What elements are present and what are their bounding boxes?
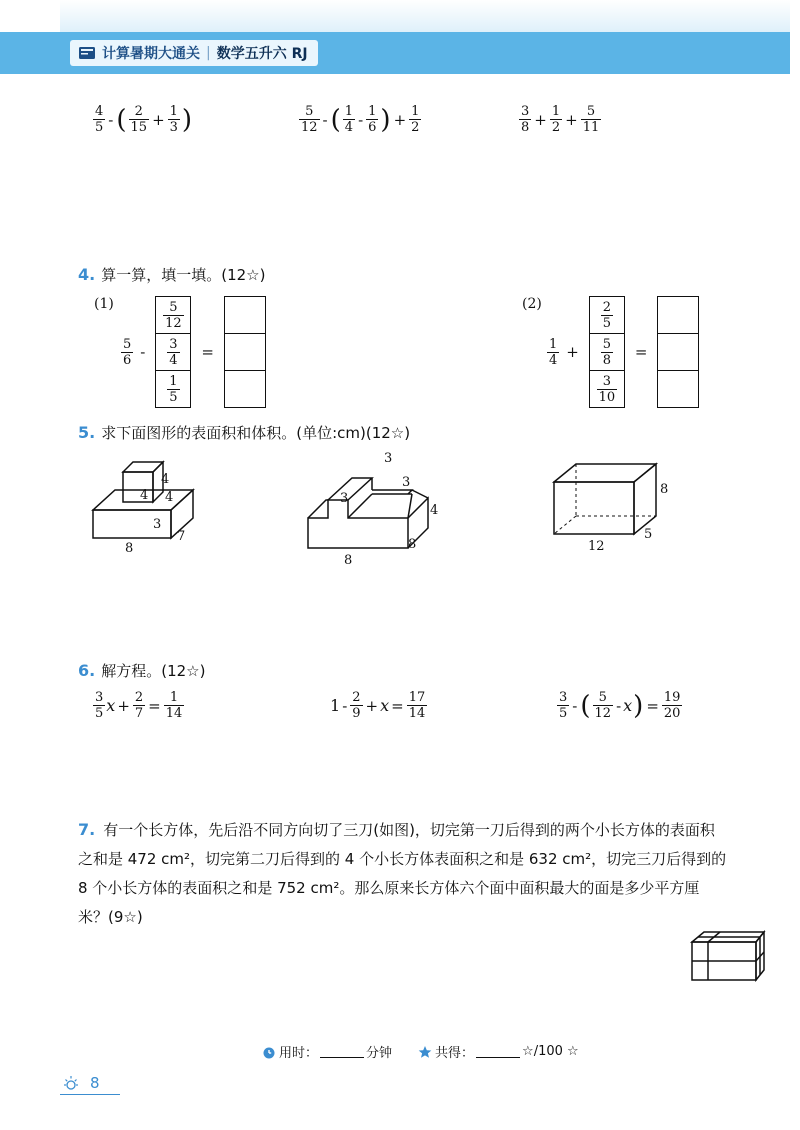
fraction: $\frac{2}{9}$ [352,690,361,721]
fraction: $\frac{3}{10}$ [598,373,616,405]
fraction: $\frac{3}{8}$ [521,104,530,135]
fraction: $\frac{5}{12}$ [301,104,318,135]
figure-cut-cuboid [688,928,772,984]
equation-3 [556,690,683,721]
label-height: 8 [660,482,669,497]
operator: + [565,110,578,129]
calc-expression-2 [298,104,422,135]
fraction: $\frac{2}{7}$ [134,690,144,721]
book-subtitle: 数学五升六 RJ [216,46,308,62]
operator: - [616,696,622,715]
score-label: 共得： [435,1046,475,1061]
q7-line-2: 之和是 472 cm²，切完第二刀后得到的 4 个小长方体表面积之和是 632 cm²，切完三刀后得到的 [78,850,727,868]
question-text: 求下面图形的表面积和体积。(单位:cm)(12☆) [101,424,411,442]
fraction: $\frac{1}{4}$ [344,104,354,135]
label-base-depth: 7 [177,529,186,544]
label-width: 8 [344,553,353,568]
operand-column [589,296,625,408]
label-top-height: 4 [161,472,170,487]
operator: + [534,110,547,129]
operator: - [140,343,146,361]
operator: + [566,343,579,361]
question-text: 解方程。(12☆) [101,662,206,680]
sun-icon [62,1074,84,1092]
figure-stacked-boxes [85,450,205,560]
part-1-label: (1) [94,296,114,312]
calc-expression-3 [518,104,602,135]
label-top: 3 [384,451,393,466]
operator: = [391,696,404,715]
fraction: $\frac{5}{12}$ [594,690,612,721]
fraction: $\frac{4}{5}$ [95,104,104,135]
operator: + [152,110,165,129]
fraction: $\frac{1}{3}$ [169,104,178,135]
fill-grid-2 [546,296,699,408]
score-unit: ☆/100 ☆ [522,1044,579,1059]
label-depth: 5 [644,527,653,542]
operator: - [572,696,578,715]
fraction: $\frac{5}{6}$ [123,336,132,368]
fraction: $\frac{3}{5}$ [95,690,104,721]
page-number [62,1074,100,1092]
part-2-label: (2) [522,296,542,312]
time-blank[interactable] [320,1045,364,1058]
paren: ) [633,690,644,721]
figure-step-solid [300,448,450,570]
label-top-depth: 4 [165,490,174,505]
fraction: $\frac{2}{15}$ [130,104,148,135]
footer-stats [262,1042,579,1061]
label-height: 4 [430,503,439,518]
question-text: 算一算，填一填。(12☆) [101,266,266,284]
book-icon [78,46,96,60]
label-base-height: 3 [153,517,162,532]
time-unit: 分钟 [366,1046,393,1061]
fraction: $\frac{3}{4}$ [169,336,178,368]
question-number: 7. [78,820,96,839]
fraction: $\frac{1}{4}$ [549,336,558,368]
answer-cell[interactable] [658,297,698,334]
answer-cell[interactable] [658,334,698,371]
top-edges [328,478,372,500]
equation-1 [92,690,185,721]
operator: - [108,110,114,129]
fraction: $\frac{5}{11}$ [582,104,600,135]
operator: - [322,110,328,129]
answer-cell[interactable] [658,371,698,407]
clock-icon [262,1045,276,1059]
question-number: 6. [78,661,96,680]
page-number-underline [60,1094,120,1095]
question-text: 有一个长方体，先后沿不同方向切了三刀(如图)，切完第一刀后得到的两个小长方体的表面积 [103,821,715,839]
paren: ) [181,104,193,135]
label-top-width: 4 [140,488,149,503]
fraction: $\frac{1}{5}$ [169,373,178,405]
fraction: $\frac{1}{2}$ [551,104,561,135]
label-step: 3 [340,491,349,506]
paren: ( [580,690,591,721]
fraction: $\frac{1}{2}$ [411,104,420,135]
operator: = [201,343,214,361]
score-blank[interactable] [476,1045,520,1058]
operator: - [342,696,348,715]
operator: - [358,110,364,129]
fraction: $\frac{19}{20}$ [663,690,681,721]
answer-column[interactable] [224,296,266,408]
question-5-title [78,422,410,443]
answer-cell[interactable] [225,297,265,334]
q7-line-4: 米？(9☆) [78,908,143,926]
calc-expression-1 [92,104,193,135]
fill-grid-1 [120,296,266,408]
operator: = [646,696,659,715]
header-label [70,40,318,66]
top [554,464,656,482]
label-base-width: 8 [125,541,134,556]
cube-front [123,472,153,502]
question-number: 4. [78,265,96,284]
operator: + [393,110,407,129]
fraction: $\frac{3}{5}$ [559,690,568,721]
variable: x [106,696,116,715]
question-6-title [78,660,205,681]
front [554,482,634,534]
operator: = [634,343,648,361]
fraction: $\frac{2}{5}$ [602,299,611,331]
page-number-text: 8 [90,1074,100,1092]
paren: ( [116,104,127,135]
fraction: $\frac{5}{8}$ [602,336,611,368]
variable: x [380,696,390,715]
star-icon [418,1045,432,1059]
label-width: 12 [588,539,605,554]
time-label: 用时： [279,1046,319,1061]
header-fade [60,0,790,32]
fraction: $\frac{1}{14}$ [165,690,183,721]
paren: ) [380,104,391,135]
book-title: 计算暑期大通关 [102,46,200,62]
q7-line-1 [78,815,778,845]
operator: + [117,696,130,715]
answer-cell[interactable] [225,334,265,371]
constant: 1 [330,696,341,715]
fraction: $\frac{17}{14}$ [408,690,426,721]
header-separator: | [206,45,211,61]
back-edges [308,500,328,518]
label-depth: 8 [408,537,417,552]
variable: x [623,696,633,715]
side [634,464,656,534]
question-number: 5. [78,423,96,442]
label-right-step: 3 [402,475,411,490]
fraction: $\frac{1}{6}$ [368,104,377,135]
operator: + [365,696,379,715]
hidden-edges [554,464,656,534]
answer-cell[interactable] [225,371,265,407]
fraction: $\frac{5}{12}$ [165,299,182,331]
figure-cuboid [548,458,678,558]
q7-line-3: 8 个小长方体的表面积之和是 752 cm²。那么原来长方体六个面中面积最大的面是多少平方厘 [78,879,700,897]
paren: ( [330,104,341,135]
equation-2 [330,690,428,721]
question-4-title [78,264,265,285]
operand-column [155,296,191,408]
question-7 [78,815,778,932]
operator: = [148,696,161,715]
answer-column[interactable] [657,296,699,408]
